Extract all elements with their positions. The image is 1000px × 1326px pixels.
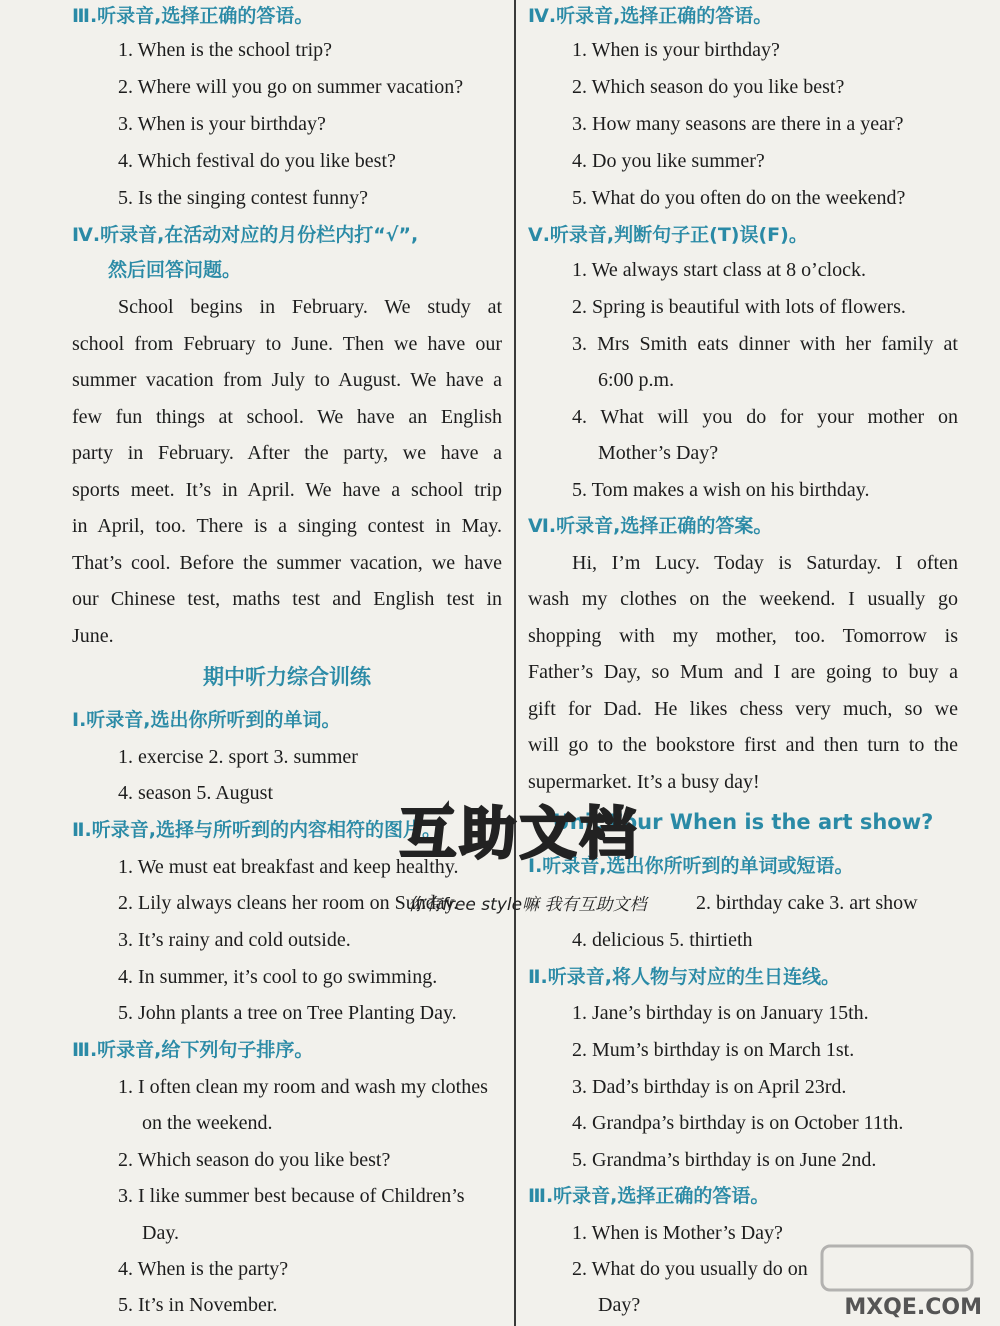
mid-term-title: 期中听力综合训练 bbox=[203, 665, 371, 689]
passage-line: Hi, I’m Lucy. Today is Saturday. I often bbox=[572, 552, 958, 574]
list-item: 5. Grandma’s birthday is on June 2nd. bbox=[572, 1149, 877, 1171]
section-title: Ⅳ.听录音,在活动对应的月份栏内打“√”, bbox=[72, 224, 419, 246]
list-item: Day? bbox=[598, 1294, 641, 1316]
list-item: 2. What do you usually do on bbox=[572, 1258, 808, 1280]
passage-line: school from February to June. Then we have our bbox=[72, 333, 502, 355]
passage-line: supermarket. It’s a busy day! bbox=[528, 771, 760, 793]
passage-line: wash my clothes on the weekend. I usually go bbox=[528, 588, 958, 610]
watermark-logo-text: 互助文档 bbox=[400, 802, 640, 867]
section-title: Ⅱ.听录音,选择与所听到的内容相符的图片。 bbox=[72, 819, 441, 841]
list-item: 4. When is the party? bbox=[118, 1258, 289, 1280]
list-item: on the weekend. bbox=[142, 1112, 273, 1134]
section-title: Ⅴ.听录音,判断句子正(T)误(F)。 bbox=[528, 224, 808, 246]
passage-line: That’s cool. Before the summer vacation, we have bbox=[72, 552, 502, 574]
list-item: 1. Jane’s birthday is on January 15th. bbox=[572, 1002, 869, 1024]
passage-line: few fun things at school. We have an English bbox=[72, 406, 502, 428]
list-item: 2. Spring is beautiful with lots of flowers. bbox=[572, 296, 906, 318]
list-item: 2. Which season do you like best? bbox=[118, 1149, 391, 1171]
list-item: 2. Lily always cleans her room on Sunday. bbox=[118, 892, 459, 914]
section-title: Ⅲ.听录音,给下列句子排序。 bbox=[72, 1039, 314, 1061]
list-item: 3. Mrs Smith eats dinner with her family at bbox=[572, 333, 958, 355]
list-item: 3. When is your birthday? bbox=[118, 113, 326, 135]
site-logo bbox=[792, 1240, 992, 1320]
column-divider bbox=[514, 0, 516, 1326]
list-item: 1. We always start class at 8 o’clock. bbox=[572, 259, 867, 281]
list-item: 2. birthday cake 3. art show bbox=[696, 892, 918, 914]
section-title: Ⅱ.听录音,将人物与对应的生日连线。 bbox=[528, 966, 840, 988]
list-item: 4. Which festival do you like best? bbox=[118, 150, 396, 172]
list-item: 3. It’s rainy and cold outside. bbox=[118, 929, 351, 951]
passage-line: summer vacation from July to August. We have a bbox=[72, 369, 502, 391]
watermark bbox=[370, 790, 740, 920]
list-item: 2. Where will you go on summer vacation? bbox=[118, 76, 464, 98]
section-title: Ⅲ.听录音,选择正确的答语。 bbox=[528, 1185, 770, 1207]
section-title: Ⅰ.听录音,选出你所听到的单词。 bbox=[72, 709, 341, 731]
section-title: Ⅰ.听录音,选出你所听到的单词或短语。 bbox=[528, 855, 854, 877]
passage-line: June. bbox=[72, 625, 114, 647]
list-item: 3. Dad’s birthday is on April 23rd. bbox=[572, 1076, 847, 1098]
list-item: 4. In summer, it’s cool to go swimming. bbox=[118, 966, 438, 988]
list-item: 4. Do you like summer? bbox=[572, 150, 765, 172]
list-item: 6:00 p.m. bbox=[598, 369, 675, 391]
list-item: 1. exercise 2. sport 3. summer bbox=[118, 746, 358, 768]
watermark-slogan: 你有free style嘛 我有互助文档 bbox=[408, 895, 647, 915]
list-item: 3. I like summer best because of Children’s bbox=[118, 1185, 465, 1207]
site-logo-text: MXQE.COM bbox=[844, 1295, 982, 1320]
section-title: 然后回答问题。 bbox=[108, 259, 242, 281]
list-item: 1. I often clean my room and wash my clothes bbox=[118, 1076, 488, 1098]
list-item: 1. When is the school trip? bbox=[118, 39, 333, 61]
passage-line: our Chinese test, maths test and English test in bbox=[72, 588, 502, 610]
passage-line: in April, too. There is a singing contest in May. bbox=[72, 515, 502, 537]
list-item: 2. Mum’s birthday is on March 1st. bbox=[572, 1039, 855, 1061]
list-item: 4. season 5. August bbox=[118, 782, 273, 804]
list-item: 3. How many seasons are there in a year? bbox=[572, 113, 904, 135]
list-item: Mother’s Day? bbox=[598, 442, 719, 464]
list-item: 5. What do you often do on the weekend? bbox=[572, 187, 906, 209]
passage-line: School begins in February. We study at bbox=[118, 296, 502, 318]
list-item: Day. bbox=[142, 1222, 180, 1244]
passage-line: shopping with my mother, too. Tomorrow is bbox=[528, 625, 958, 647]
passage-line: will go to the bookstore first and then turn to the bbox=[528, 734, 958, 756]
section-title: Ⅲ.听录音,选择正确的答语。 bbox=[72, 5, 314, 27]
list-item: 4. delicious 5. thirtieth bbox=[572, 929, 753, 951]
list-item: 1. When is your birthday? bbox=[572, 39, 780, 61]
list-item: 1. When is Mother’s Day? bbox=[572, 1222, 783, 1244]
list-item: 5. It’s in November. bbox=[118, 1294, 278, 1316]
passage-line: Father’s Day, so Mum and I are going to buy a bbox=[528, 661, 958, 683]
passage-line: gift for Dad. He likes chess very much, so we bbox=[528, 698, 958, 720]
list-item: 4. Grandpa’s birthday is on October 11th. bbox=[572, 1112, 904, 1134]
list-item: 5. Tom makes a wish on his birthday. bbox=[572, 479, 870, 501]
passage-line: party in February. After the party, we have a bbox=[72, 442, 502, 464]
passage-line: sports meet. It’s in April. We have a school trip bbox=[72, 479, 502, 501]
list-item: 1. We must eat breakfast and keep healthy. bbox=[118, 856, 459, 878]
list-item: 5. John plants a tree on Tree Planting Day. bbox=[118, 1002, 457, 1024]
list-item: 5. Is the singing contest funny? bbox=[118, 187, 368, 209]
list-item: 4. What will you do for your mother on bbox=[572, 406, 958, 428]
list-item: 2. Which season do you like best? bbox=[572, 76, 845, 98]
section-title: Ⅳ.听录音,选择正确的答语。 bbox=[528, 5, 773, 27]
section-title: Ⅵ.听录音,选择正确的答案。 bbox=[528, 515, 773, 537]
unit-title: Unit Four When is the art show? bbox=[552, 810, 934, 834]
